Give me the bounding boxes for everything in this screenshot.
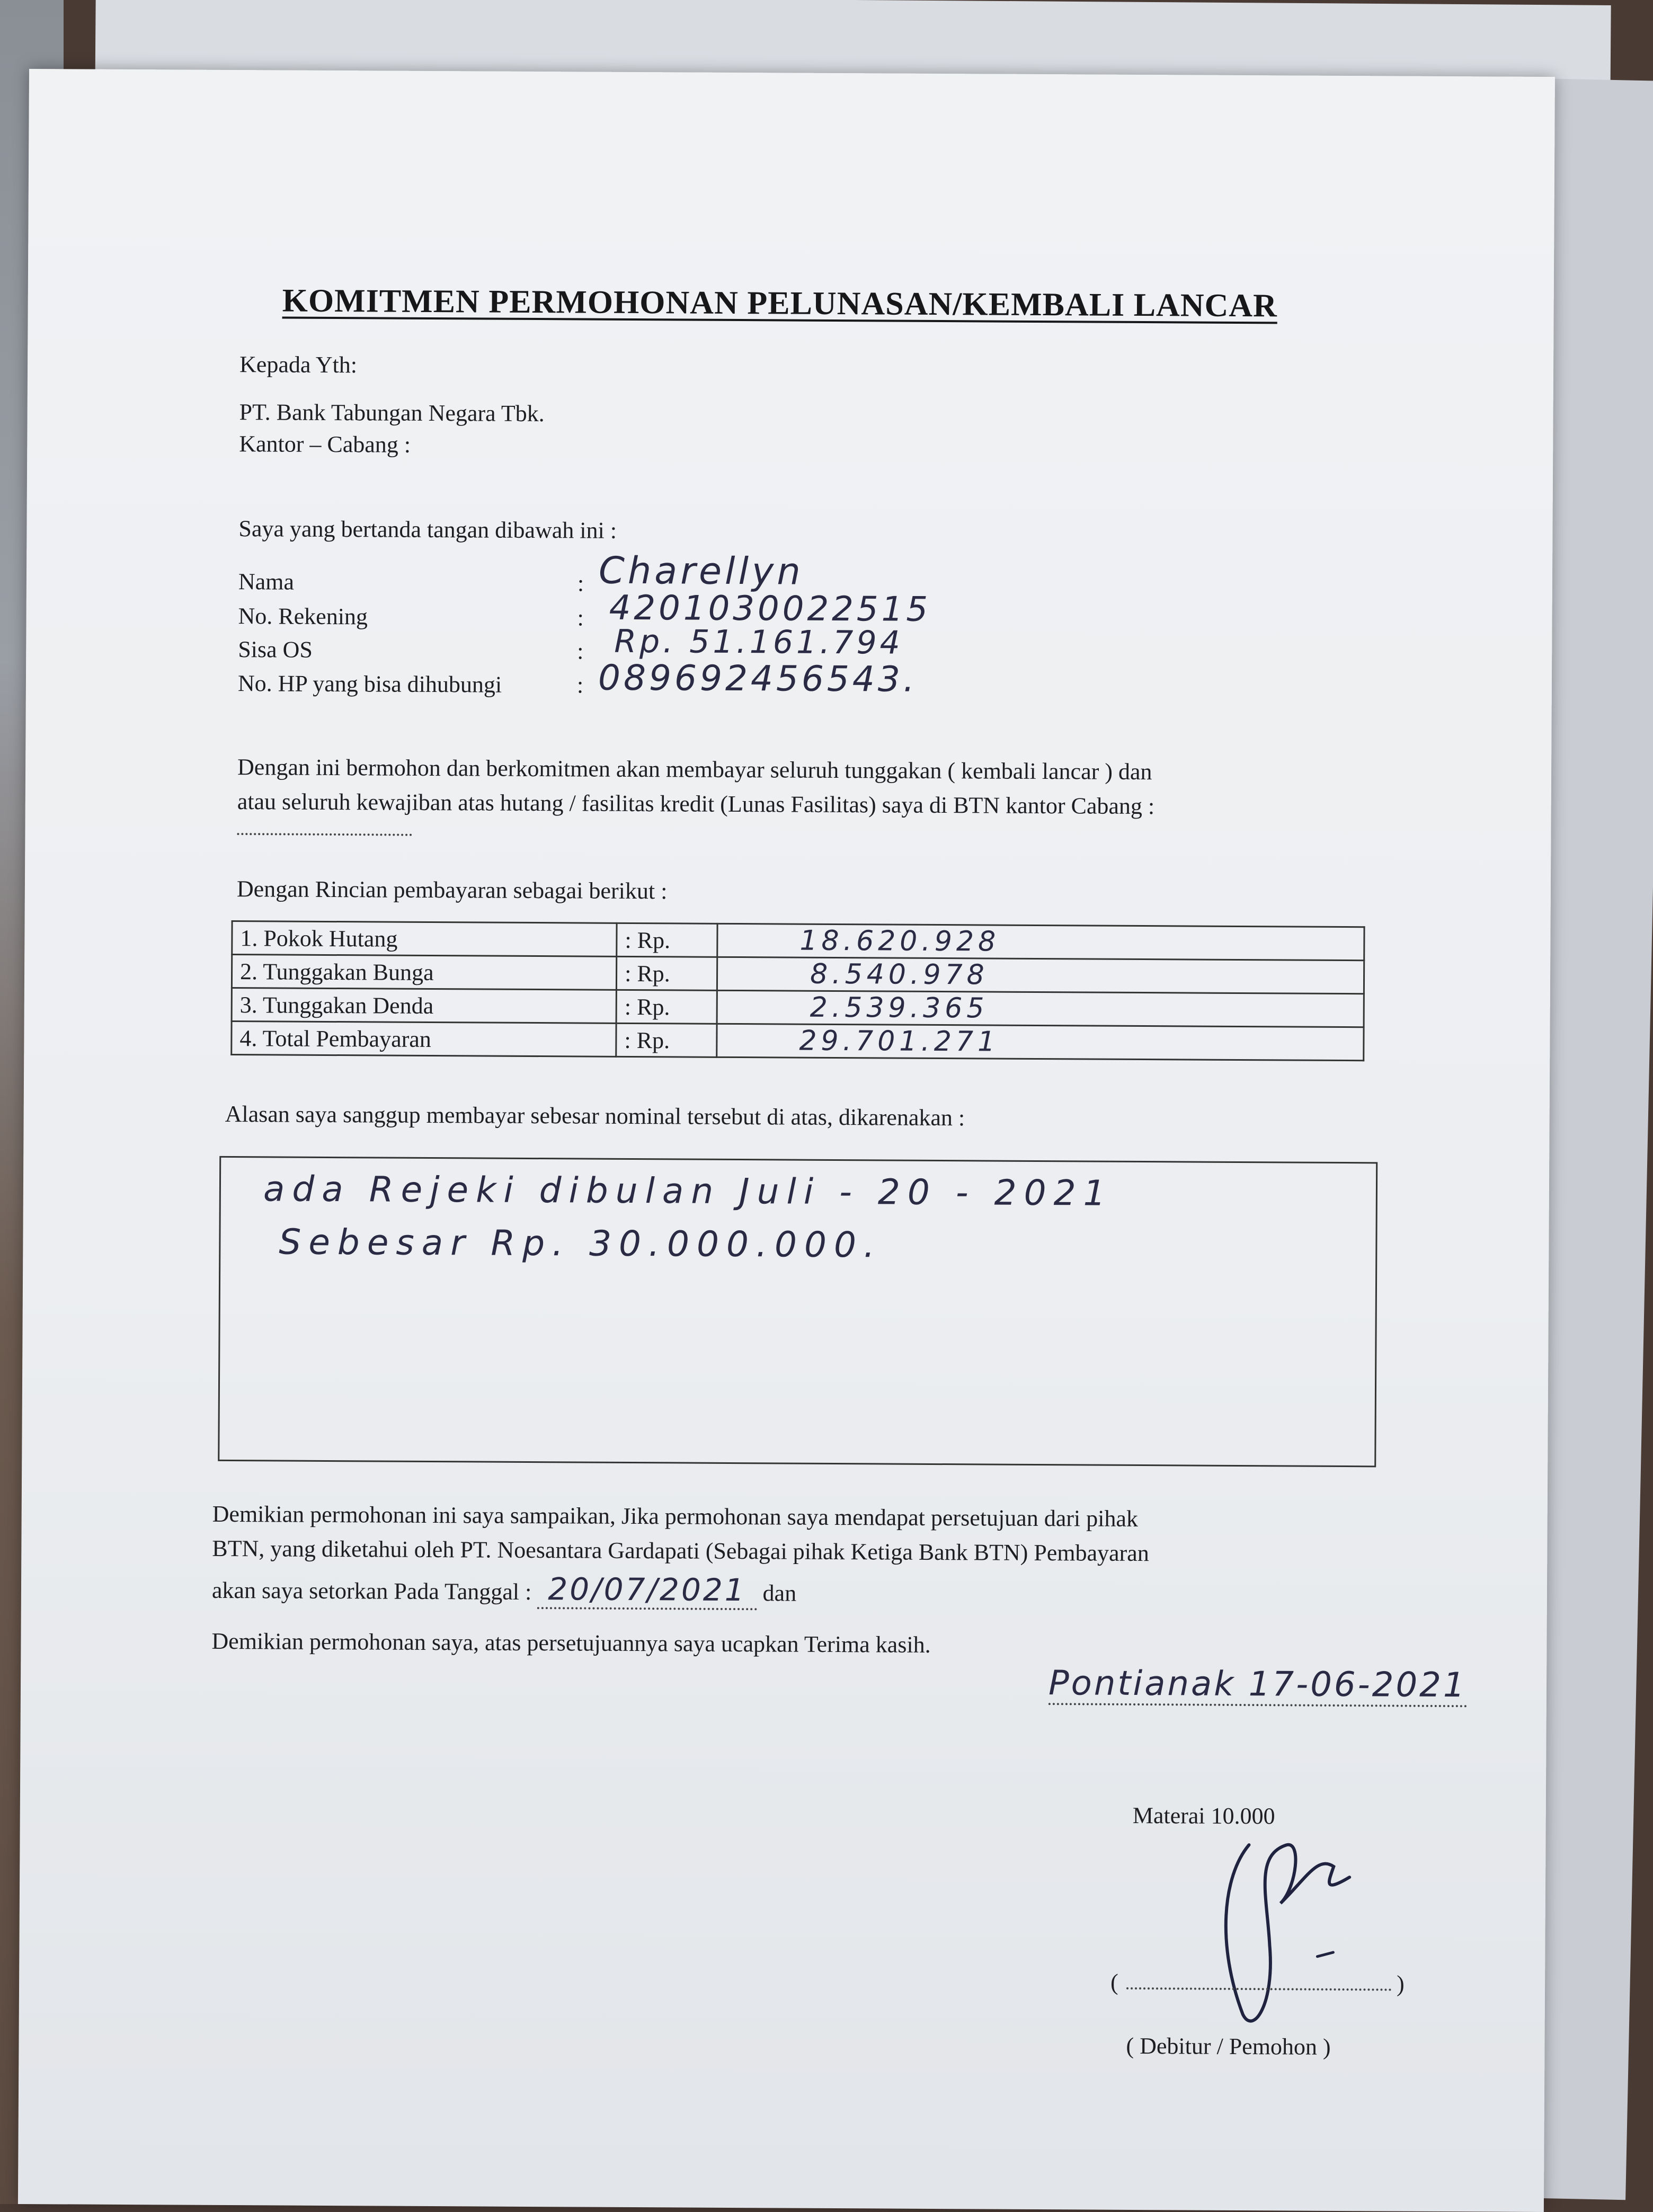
row-label: 3. Tunggakan Denda [232, 988, 616, 1024]
field-label-nama: Nama [238, 568, 295, 595]
signature-close-paren: ) [1396, 1970, 1405, 1997]
document-page [18, 69, 1555, 2212]
row-label: 4. Total Pembayaran [232, 1021, 616, 1057]
field-value-nama: Charellyn [598, 548, 804, 593]
closing-line-3-prefix: akan saya setorkan Pada Tanggal : [211, 1577, 532, 1605]
field-colon: : [577, 605, 584, 631]
thanks-line: Demikian permohonan saya, atas persetujuannya saya ucapkan Terima kasih. [211, 1628, 931, 1658]
field-label-phone: No. HP yang bisa dihubungi [237, 670, 502, 698]
rincian-heading: Dengan Rincian pembayaran sebagai berikut : [236, 876, 668, 904]
row-label: 1. Pokok Hutang [232, 921, 617, 957]
table-row [232, 921, 1364, 961]
signature [1174, 1813, 1398, 2036]
closing-line-2: BTN, yang diketahui oleh PT. Noesantara Gardapati (Sebagai pihak Ketiga Bank BTN) Pembayaran [212, 1535, 1149, 1567]
table-row [232, 955, 1364, 994]
branch-dotted-line [237, 833, 412, 836]
recipient-label: Kepada Yth: [239, 351, 358, 378]
table-row [232, 1021, 1364, 1061]
closing-line-3 [212, 1569, 797, 1609]
field-value-sisa-os: Rp. 51.161.794 [614, 623, 904, 662]
row-currency: : Rp. [617, 956, 717, 990]
row-currency: : Rp. [616, 990, 717, 1024]
field-colon: : [576, 672, 584, 698]
row-currency: : Rp. [616, 1023, 717, 1057]
row-value: 18.620.928 [799, 925, 1000, 958]
row-value: 8.540.978 [810, 958, 989, 991]
commitment-line-2: atau seluruh kewajiban atas hutang / fasilitas kredit (Lunas Fasilitas) saya di BTN kantor Cabang : [237, 788, 1155, 820]
payment-date: 20/07/2021 [537, 1571, 757, 1610]
row-value: 2.539.365 [810, 991, 989, 1025]
field-label-sisa-os: Sisa OS [238, 636, 313, 663]
bank-name: PT. Bank Tabungan Negara Tbk. [239, 399, 545, 427]
field-colon: : [577, 638, 584, 664]
branch-office: Kantor – Cabang : [239, 431, 411, 458]
payment-details-table [230, 920, 1365, 1061]
field-label-rekening: No. Rekening [238, 603, 368, 630]
field-value-phone: 089692456543. [598, 657, 918, 700]
closing-line-1: Demikian permohonan ini saya sampaikan, Jika permohonan saya mendapat persetujuan dari pihak [212, 1500, 1139, 1532]
field-value-rekening: 4201030022515 [609, 588, 931, 629]
document-title: KOMITMEN PERMOHONAN PELUNASAN/KEMBALI LANCAR [282, 282, 1278, 324]
materai-label: Materai 10.000 [1132, 1802, 1275, 1829]
signer-role: ( Debitur / Pemohon ) [1126, 2032, 1331, 2060]
signature-open-paren: ( [1110, 1969, 1118, 1995]
reason-heading: Alasan saya sanggup membayar sebesar nominal tersebut di atas, dikarenakan : [225, 1100, 965, 1131]
row-value: 29.701.271 [799, 1025, 1000, 1058]
field-colon: : [577, 570, 584, 597]
commitment-line-1: Dengan ini bermohon dan berkomitmen akan membayar seluruh tunggakan ( kembali lancar ) dan [237, 754, 1152, 785]
signer-intro: Saya yang bertanda tangan dibawah ini : [238, 516, 617, 544]
reason-line-2: Sebesar Rp. 30.000.000. [279, 1221, 883, 1266]
reason-box [218, 1156, 1378, 1467]
closing-line-3-suffix: dan [762, 1580, 797, 1606]
reason-line-1: ada Rejeki dibulan Juli - 20 - 2021 [263, 1168, 1113, 1214]
row-currency: : Rp. [617, 923, 717, 957]
table-row [232, 988, 1364, 1027]
row-label: 2. Tunggakan Bunga [232, 955, 616, 990]
place-date: Pontianak 17-06-2021 [1048, 1664, 1467, 1707]
